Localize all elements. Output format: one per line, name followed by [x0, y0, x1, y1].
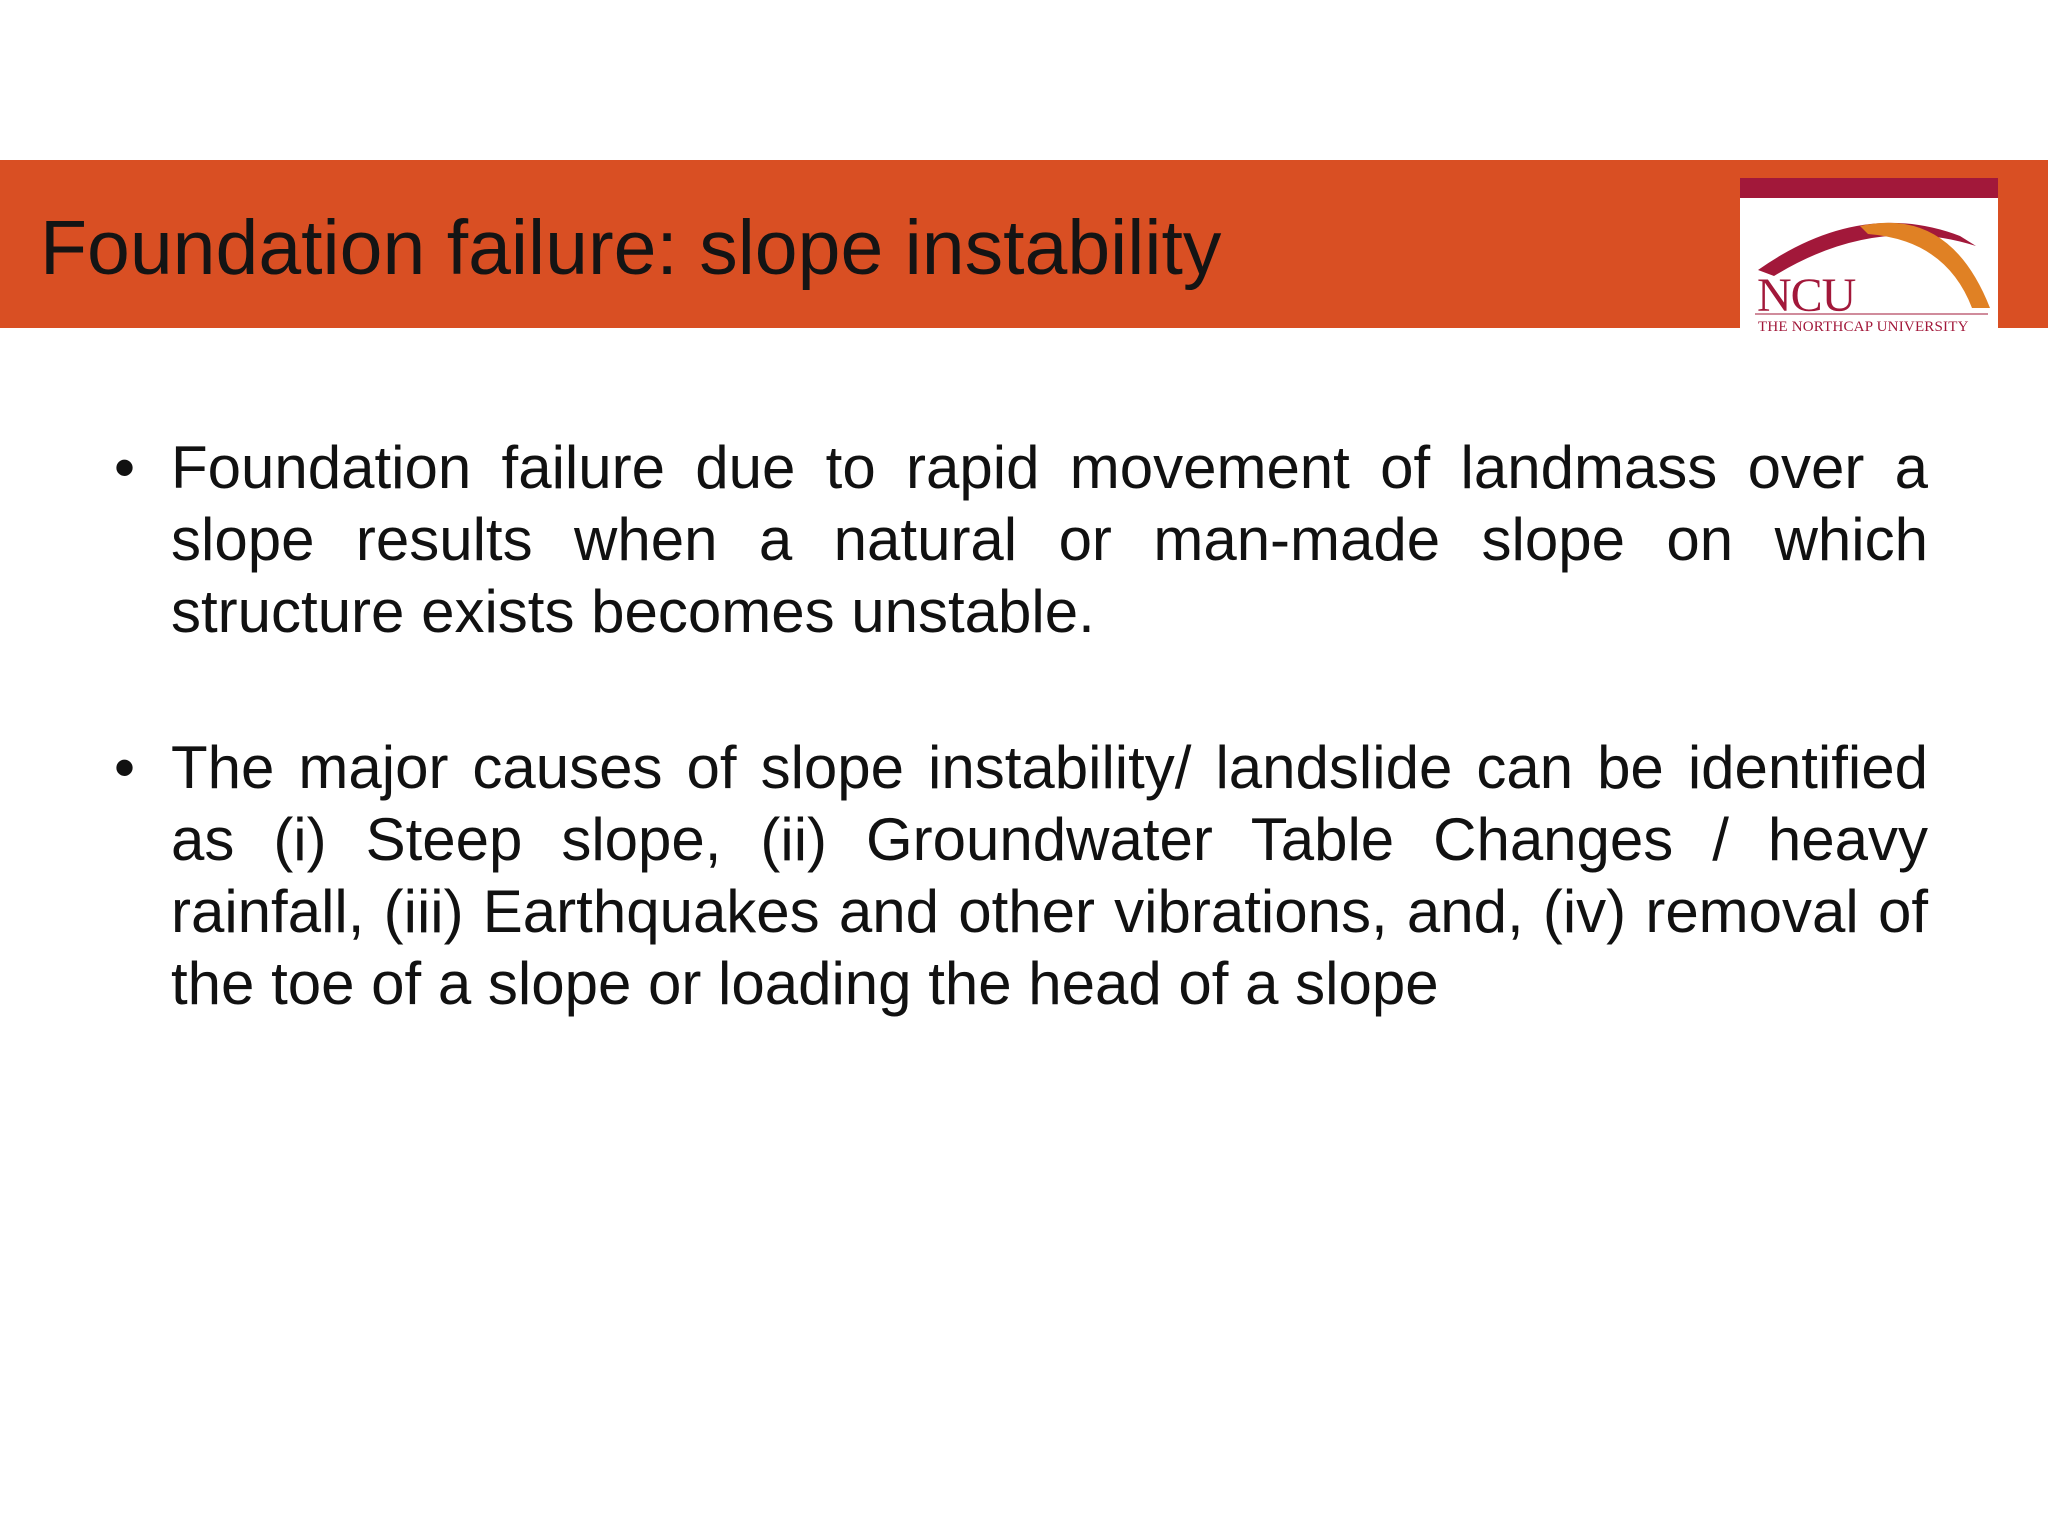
bullet-item	[110, 732, 1928, 1020]
logo-abbreviation: NCU	[1757, 269, 1856, 322]
university-logo	[1740, 178, 1998, 344]
slide-title: Foundation failure: slope instability	[40, 205, 1222, 291]
bullet-item	[110, 432, 1928, 648]
logo-top-stripe	[1740, 178, 1998, 198]
logo-university-name: THE NORTHCAP UNIVERSITY	[1758, 319, 1969, 335]
bullet-text: Foundation failure due to rapid movement of landmass over a slope results when a natural or man-made slope on which structure exists becomes unstable.	[171, 434, 1928, 645]
bullet-point-icon: •	[114, 434, 136, 501]
bullet-point-icon: •	[114, 734, 136, 801]
bullet-text: The major causes of slope instability/ landslide can be identified as (i) Steep slope, (ii) Groundwater Table Changes / heavy rainfall, (iii) Earthquakes and other vibrations, and, (iv) removal of the toe of a slope or loading the head of a slope	[171, 734, 1928, 1017]
bullet-list	[110, 432, 1928, 1104]
